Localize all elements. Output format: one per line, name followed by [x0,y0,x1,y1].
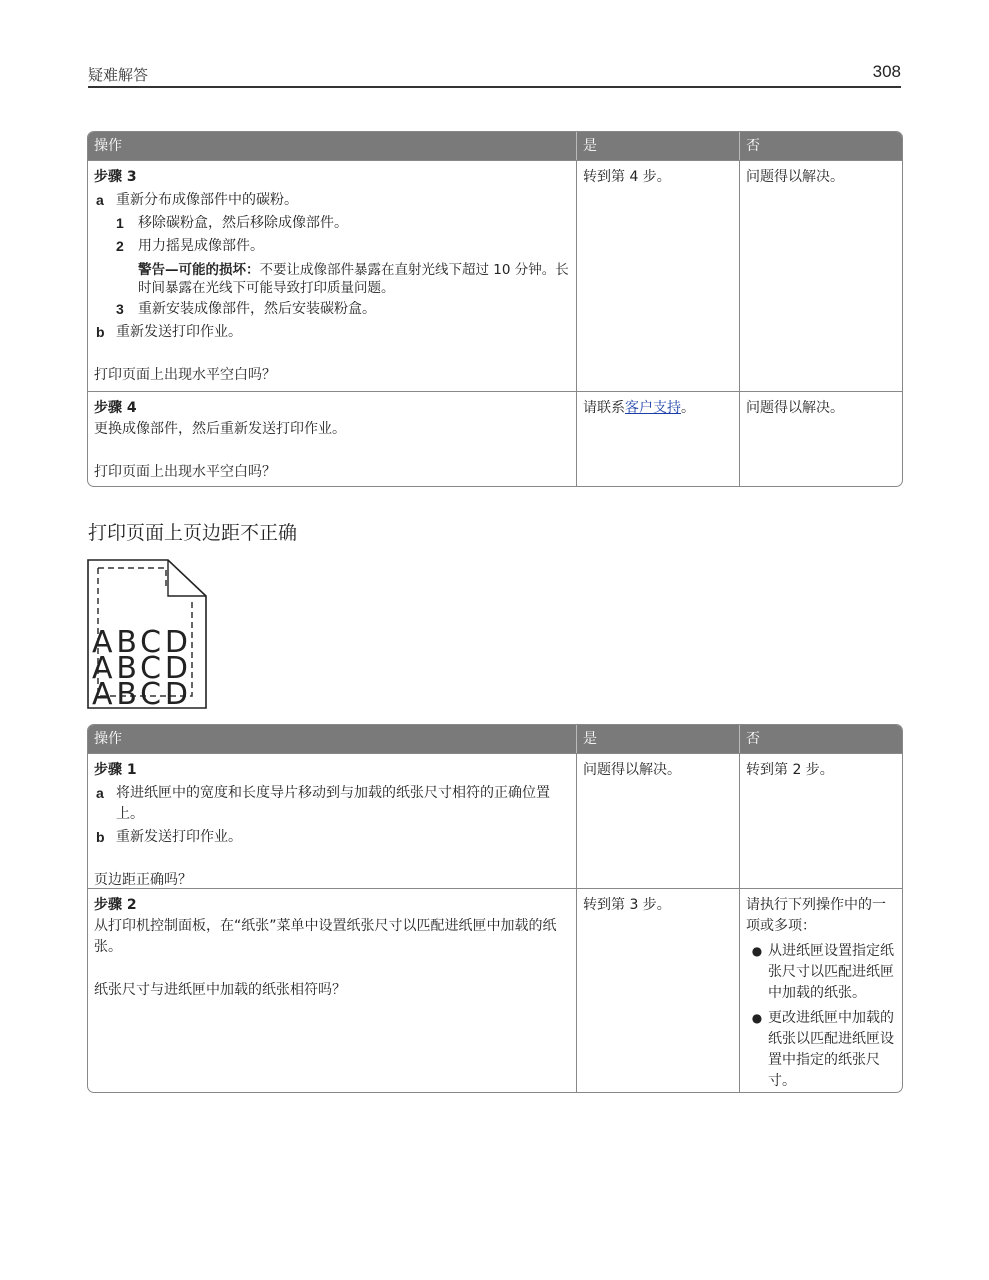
item-label: a [96,192,104,208]
col-header-action: 操作 [94,138,122,154]
step3-item-b [94,322,570,343]
item-label: b [96,829,105,845]
bullet-text: 从进纸匣设置指定纸张尺寸以匹配进纸匣中加载的纸张。 [768,943,894,1001]
step2-action [88,889,576,1092]
substep-text: 重新安装成像部件，然后安装碳粉盒。 [138,301,376,317]
step3-yes: 转到第 4 步。 [576,161,739,391]
step1-no: 转到第 2 步。 [739,754,902,888]
page-number: 308 [872,62,901,81]
step3-substep-3 [116,299,570,320]
step3-no: 问题得以解决。 [739,161,902,391]
table-row-step4 [88,391,902,486]
step1-action [88,754,576,888]
item-label: a [96,785,104,801]
step3-question: 打印页面上出现水平空白吗？ [94,367,276,383]
text-line-1: ABCD [92,625,188,660]
substep-text: 用力摇晃成像部件。 [138,238,264,254]
col-header-yes: 是 [576,725,739,753]
bullet-icon: ● [751,1011,763,1025]
col-header-no: 否 [739,725,902,753]
item-text: 将进纸匣中的宽度和长度导片移动到与加载的纸张尺寸相符的正确位置上。 [116,785,550,822]
item-label: b [96,324,105,340]
step2-text: 从打印机控制面板，在“纸张”菜单中设置纸张尺寸以匹配进纸匣中加载的纸张。 [94,918,557,955]
text-line-3: ABCD [92,677,188,710]
col-header-action: 操作 [94,731,122,747]
step3-title: 步骤 3 [94,169,137,185]
incorrect-margins-illustration [86,558,208,710]
table-header-row [88,132,902,160]
section-title: 疑难解答 [88,66,149,84]
table-header-row [88,725,902,753]
troubleshooting-table-2 [87,724,903,1093]
step1-item-b [94,827,570,848]
col-header-yes: 是 [576,132,739,160]
step4-no: 问题得以解决。 [739,392,902,486]
running-header [88,62,901,88]
substep-label: 3 [116,301,124,317]
step3-substep-2 [116,236,570,257]
warning-note [138,261,570,297]
list-item [746,1008,896,1092]
step4-yes [576,392,739,486]
step1-title: 步骤 1 [94,762,137,778]
yes-prefix: 请联系 [583,400,625,416]
substep-label: 1 [116,215,124,231]
item-text: 重新发送打印作业。 [116,829,242,845]
table-row-step2 [88,888,902,1092]
col-header-no: 否 [739,132,902,160]
bullet-icon: ● [751,944,763,958]
step1-item-a [94,783,570,825]
step1-question: 页边距正确吗？ [94,872,192,888]
step3-item-a [94,190,570,211]
table-row-step3 [88,160,902,391]
table-row-step1 [88,753,902,888]
section-heading: 打印页面上页边距不正确 [88,522,298,544]
item-text: 重新发送打印作业。 [116,324,242,340]
step2-no-intro: 请执行下列操作中的一项或多项： [746,897,886,934]
step4-action [88,392,576,486]
step2-question: 纸张尺寸与进纸匣中加载的纸张相符吗？ [94,982,346,998]
step4-question: 打印页面上出现水平空白吗？ [94,464,276,480]
yes-suffix: 。 [681,400,695,416]
substep-text: 移除碳粉盒，然后移除成像部件。 [138,215,348,231]
item-text: 重新分布成像部件中的碳粉。 [116,192,298,208]
bullet-text: 更改进纸匣中加载的纸张以匹配进纸匣设置中指定的纸张尺寸。 [768,1010,894,1089]
text-line-2: ABCD [92,651,188,686]
step1-yes: 问题得以解决。 [576,754,739,888]
troubleshooting-table-1 [87,131,903,487]
warning-text: 不要让成像部件暴露在直射光线下超过 10 分钟。长时间暴露在光线下可能导致打印质量问题。 [138,262,569,296]
step2-title: 步骤 2 [94,897,137,913]
substep-label: 2 [116,238,124,254]
step2-yes: 转到第 3 步。 [576,889,739,1092]
step4-title: 步骤 4 [94,400,137,416]
warning-label: 警告—可能的损坏： [138,262,260,278]
list-item [746,941,896,1004]
customer-support-link[interactable]: 客户支持 [625,400,681,416]
step3-action [88,161,576,391]
step2-no [739,889,902,1092]
step3-substep-1 [116,213,570,234]
step4-text: 更换成像部件，然后重新发送打印作业。 [94,421,346,437]
